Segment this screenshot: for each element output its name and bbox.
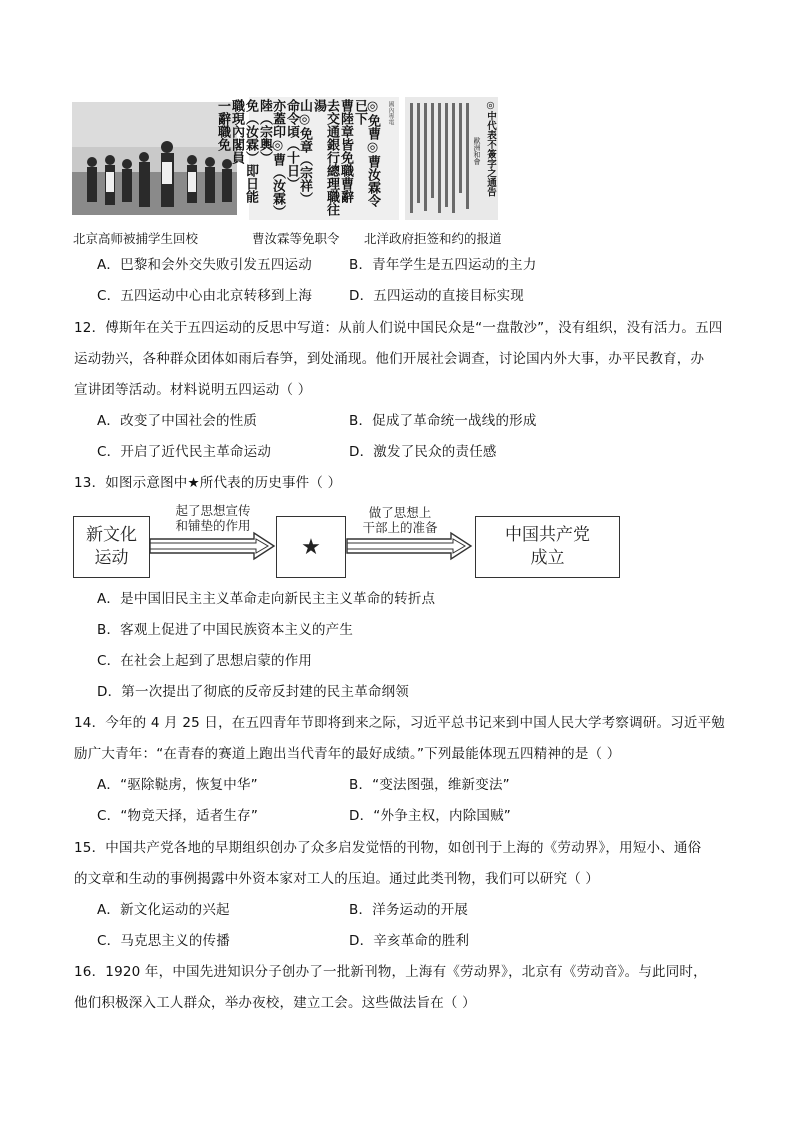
photo-students-return xyxy=(72,102,237,215)
newspaper-column: 亦蓋印◎曹（汝霖）陸（宗輿） xyxy=(257,99,285,212)
arrow-label-text: 起了思想宣传 xyxy=(175,503,251,518)
diagram-box-cpc-founding xyxy=(475,516,620,578)
q14-option-b: B．“变法图强，维新变法” xyxy=(349,777,510,793)
newspaper-column: 職現內閣員 xyxy=(229,99,244,164)
star-icon: ★ xyxy=(301,534,321,560)
diagram-box-star xyxy=(276,516,346,578)
q15-option-b: B．洋务运动的开展 xyxy=(349,902,469,918)
arrow-label-top xyxy=(350,505,450,535)
q15-option-d: D．辛亥革命的胜利 xyxy=(349,933,470,949)
q12-option-a: A．改变了中国社会的性质 xyxy=(97,413,258,429)
q12-stem-line: 运动勃兴，各种群众团体如雨后春笋，到处涌现。他们开展社会调查，讨论国内外大事，办平民教育，办 xyxy=(74,351,705,367)
newspaper-column: 曹陸章皆免職曹辭 xyxy=(338,99,353,203)
newspaper-column: 去交通銀行總理職往湯 xyxy=(311,99,339,216)
arrow-right-icon xyxy=(347,532,473,560)
q12-stem-line: 宣讲团等活动。材料说明五四运动（ ） xyxy=(74,382,312,398)
newspaper-title: ◎中代表不簽字之通告 xyxy=(485,100,496,197)
diagram-box-text: 中国共产党 xyxy=(505,525,590,545)
photo-caption: 曹汝霖等免职令 xyxy=(252,231,340,246)
q12-stem-line: 12．傅斯年在关于五四运动的反思中写道：从前人们说中国民众是“一盘散沙”，没有组织，没有活力。五四 xyxy=(74,320,723,336)
photo-caption: 北洋政府拒签和约的报道 xyxy=(364,231,502,246)
q11-option-c: C．五四运动中心由北京转移到上海 xyxy=(97,288,313,304)
photo-treaty-report xyxy=(405,97,498,220)
q11-option-a: A．巴黎和会外交失败引发五四运动 xyxy=(97,257,312,273)
q15-option-a: A．新文化运动的兴起 xyxy=(97,902,230,918)
q12-option-c: C．开启了近代民主革命运动 xyxy=(97,444,272,460)
q14-stem-line: 14．今年的 4 月 25 日，在五四青年节即将到来之际，习近平总书记来到中国人民大学考察调研。习近平勉 xyxy=(74,715,726,731)
q12-option-b: B．促成了革命统一战线的形成 xyxy=(349,413,537,429)
q14-option-c: C．“物竞天择，适者生存” xyxy=(97,808,259,824)
newspaper-column: 一辭職免 xyxy=(215,99,230,151)
q13-option-d: D．第一次提出了彻底的反帝反封建的民主革命纲领 xyxy=(97,684,409,700)
q14-stem-line: 励广大青年：“在青春的赛道上跑出当代青年的最好成绩。”下列最能体现五四精神的是（ ） xyxy=(74,746,621,762)
q14-option-a: A．“驱除鞑虏，恢复中华” xyxy=(97,777,258,793)
newspaper-text-columns xyxy=(408,103,470,215)
arrow-label-text: 和铺垫的作用 xyxy=(175,518,251,533)
arrow-label-top xyxy=(158,503,268,533)
arrow-label-text: 做了思想上 xyxy=(368,505,432,520)
newspaper-headline: 國內專電 xyxy=(387,101,394,125)
q16-stem-line: 16．1920 年，中国先进知识分子创办了一批新刊物，上海有《劳动界》，北京有《劳动音》。与此同时， xyxy=(74,964,707,980)
diagram-box-text: 新文化 xyxy=(86,525,137,545)
q13-option-c: C．在社会上起到了思想启蒙的作用 xyxy=(97,653,313,669)
diagram-box-text: 成立 xyxy=(530,548,565,568)
q13-option-b: B．客观上促进了中国民族资本主义的产生 xyxy=(97,622,354,638)
q12-option-d: D．激发了民众的责任感 xyxy=(349,444,497,460)
diagram-box-new-culture-movement xyxy=(73,516,150,578)
newspaper-column: 免（汝霖）即日能 xyxy=(243,99,258,203)
diagram-box-text: 运动 xyxy=(94,548,129,568)
q15-stem-line: 15．中国共产党各地的早期组织创办了众多启发觉悟的刊物，如创刊于上海的《劳动界》，用短小、通俗 xyxy=(74,840,702,856)
arrow-label-text: 干部上的准备 xyxy=(362,520,438,535)
newspaper-column: ◎免曹◎曹汝霖令已下 xyxy=(352,99,380,207)
q11-option-d: D．五四运动的直接目标实现 xyxy=(349,288,524,304)
newspaper-column: 山◎免章（宗祥）命令頃（十日） xyxy=(284,99,312,205)
arrow-right-icon xyxy=(150,532,276,560)
crowd-photo-image xyxy=(72,102,237,215)
q15-option-c: C．马克思主义的传播 xyxy=(97,933,230,949)
q13-option-a: A．是中国旧民主主义革命走向新民主主义革命的转折点 xyxy=(97,591,436,607)
newspaper-subtitle: 歐洲和會 xyxy=(473,137,481,165)
photo-caption: 北京高师被捕学生回校 xyxy=(73,231,199,246)
q15-stem-line: 的文章和生动的事例揭露中外资本家对工人的压迫。通过此类刊物，我们可以研究（ ） xyxy=(74,871,600,887)
q14-option-d: D．“外争主权，内除国贼” xyxy=(349,808,511,824)
q13-stem: 13．如图示意图中★所代表的历史事件（ ） xyxy=(74,475,342,491)
photo-dismissal-order xyxy=(215,97,399,220)
q16-stem-line: 他们积极深入工人群众，举办夜校，建立工会。这些做法旨在（ ） xyxy=(74,995,476,1011)
q11-option-b: B．青年学生是五四运动的主力 xyxy=(349,257,537,273)
